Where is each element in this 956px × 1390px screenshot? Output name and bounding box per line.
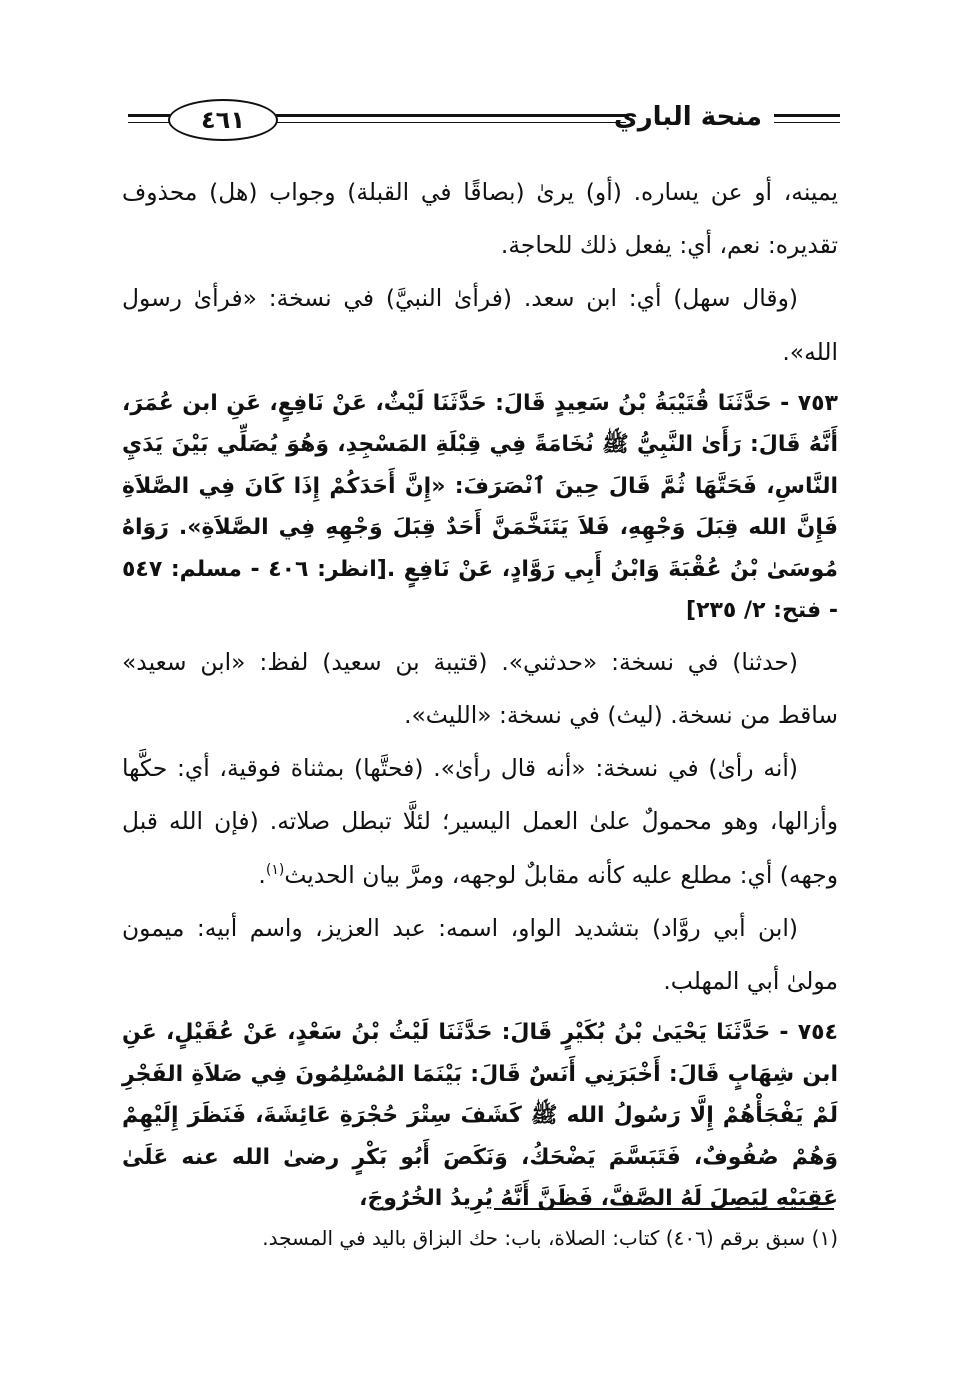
page-header <box>128 96 840 146</box>
paragraph-with-footnote <box>122 742 838 902</box>
footnote-divider <box>494 1208 834 1210</box>
running-title: منحة الباري <box>613 102 762 132</box>
paragraph-text: (أنه رأىٰ) في نسخة: «أنه قال رأىٰ». (فحتَّها) بمثناة فوقية، أي: حكَّها وأزالها، وهو محمولٌ علىٰ العمل اليسير؛ لئلَّا تبطل صلاته. (فإن الله قبل وجهه) أي: مطلع عليه كأنه مقابلٌ لوجهه، ومرَّ بيان الحديث <box>122 754 838 889</box>
paragraph: (حدثنا) في نسخة: «حدثني». (قتيبة بن سعيد) لفظ: «ابن سعيد» ساقط من نسخة. (ليث) في نسخة: «الليث». <box>122 647 838 730</box>
header-rule-right-bottom <box>774 122 840 123</box>
main-text <box>122 166 838 1224</box>
footnote-reference[interactable]: (١) <box>265 861 285 878</box>
hadith-753: ٧٥٣ - حَدَّثَنَا قُتَيْبَةُ بْنُ سَعِيدٍ قَالَ: حَدَّثَنَا لَيْثٌ، عَنْ نَافِعٍ، عَنِ ابن عُمَرَ، أَنَّهُ قَالَ: رَأَىٰ النَّبِيُّ ﷺ نُخَامَةً فِي قِبْلَةِ المَسْجِدِ، وَهُوَ يُصَلِّي بَيْنَ يَدَيِ النَّاسِ، فَحَتَّهَا ثُمَّ قَالَ حِينَ ٱنْصَرَفَ: «إِنَّ أَحَدَكُمْ إِذَا كَانَ فِي الصَّلاَةِ فَإِنَّ الله قِبَلَ وَجْهِهِ، فَلاَ يَتَنَخَّمَنَّ أَحَدٌ قِبَلَ وَجْهِهِ فِي الصَّلاَةِ». رَوَاهُ مُوسَىٰ بْنُ عُقْبَةَ وَابْنُ أَبِي رَوَّادٍ، عَنْ نَافِعٍ .[انظر: ٤٠٦ - مسلم: ٥٤٧ - فتح: ٢/ ٢٣٥] <box>122 390 838 624</box>
header-rule-middle-top <box>276 114 626 117</box>
header-rule-right-top <box>774 114 840 117</box>
header-rule-middle-bottom <box>276 122 626 123</box>
footnote-1: (١) سبق برقم (٤٠٦) كتاب: الصلاة، باب: حك البزاق باليد في المسجد. <box>262 1226 838 1250</box>
paragraph: يمينه، أو عن يساره. (أو) يرىٰ (بصاقًا في القبلة) وجواب (هل) محذوف تقديره: نعم، أي: يفعل ذلك للحاجة. <box>122 178 838 260</box>
paragraph: (ابن أبي روَّاد) بتشديد الواو، اسمه: عبد العزيز، واسم أبيه: ميمون مولىٰ أبي المهلب. <box>122 913 838 996</box>
header-rule-left-top <box>128 114 170 117</box>
paragraph-end: . <box>258 860 266 889</box>
hadith-754: ٧٥٤ - حَدَّثَنَا يَحْيَىٰ بْنُ بُكَيْرٍ قَالَ: حَدَّثَنَا لَيْثُ بْنُ سَعْدٍ، عَنْ عُقَيْلٍ، عَنِ ابن شِهَابٍ قَالَ: أَخْبَرَنِي أَنَسٌ قَالَ: بَيْنَمَا المُسْلِمُونَ فِي صَلاَةِ الفَجْرِ لَمْ يَفْجَأْهُمْ إِلَّا رَسُولُ الله ﷺ كَشَفَ سِتْرَ حُجْرَةِ عَائِشَةَ، فَنَظَرَ إِلَيْهِمْ وَهُمْ صُفُوفٌ، فَتَبَسَّمَ يَضْحَكُ، وَنَكَصَ أَبُو بَكْرٍ رضىٰ الله عنه عَلَىٰ عَقِبَيْهِ لِيَصِلَ لَهُ الصَّفَّ، فَظَنَّ أَنَّهُ يُرِيدُ الخُرُوجَ، <box>122 1020 838 1212</box>
paragraph: (وقال سهل) أي: ابن سعد. (فرأىٰ النبيَّ) في نسخة: «فرأىٰ رسول الله». <box>122 284 838 366</box>
header-rule-left-bottom <box>128 122 170 123</box>
page-number: ٤٦١ <box>168 99 278 141</box>
